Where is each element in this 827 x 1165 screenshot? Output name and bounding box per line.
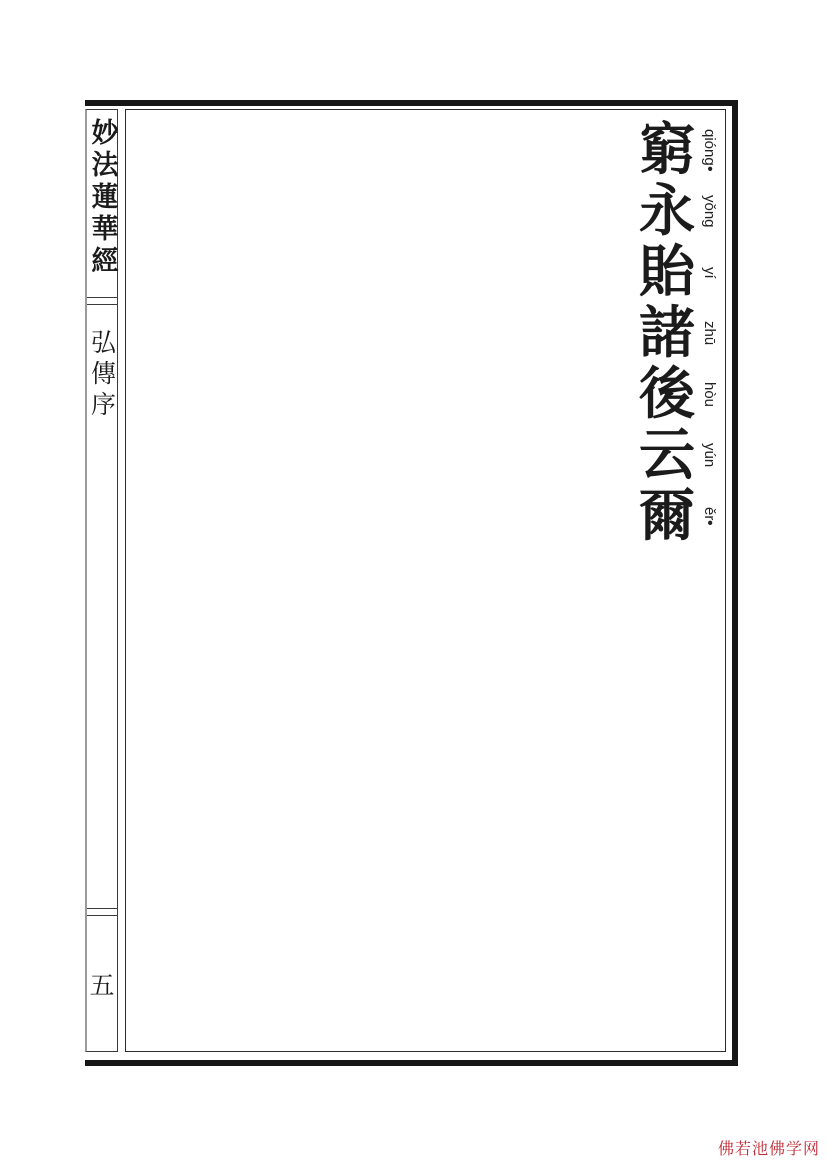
vertical-text-column — [638, 117, 722, 549]
site-watermark: 佛若池佛学网 — [717, 1139, 820, 1158]
big-character: 諸 — [639, 300, 695, 366]
char-row — [638, 422, 722, 488]
pinyin-text: zhū — [701, 321, 718, 346]
pinyin-text: ěr — [701, 507, 718, 521]
pinyin-label — [696, 242, 722, 303]
pinyin-text: yí — [701, 266, 718, 279]
punctuation-dot: • — [701, 520, 718, 526]
pinyin-label — [696, 364, 722, 425]
big-character: 貽 — [639, 239, 695, 305]
pinyin-label — [696, 303, 722, 364]
pinyin-label — [696, 120, 722, 181]
big-character: 永 — [639, 178, 695, 244]
folio-number: 五 — [89, 970, 115, 1000]
main-text-panel — [125, 109, 726, 1052]
char-row — [638, 239, 722, 305]
book-title-vertical: 妙法蓮華經 — [86, 118, 118, 278]
pinyin-text: yǒng — [701, 195, 718, 228]
big-character: 云 — [639, 422, 695, 488]
char-row — [638, 117, 722, 183]
punctuation-dot: • — [701, 166, 718, 172]
sidebar-divider — [87, 908, 117, 916]
char-row — [638, 361, 722, 427]
pinyin-text: hòu — [701, 381, 718, 408]
pinyin-label — [696, 486, 722, 547]
chapter-label-vertical: 弘傳序 — [87, 329, 117, 422]
pinyin-label — [696, 425, 722, 486]
pinyin-label — [696, 181, 722, 242]
char-row — [638, 178, 722, 244]
big-character: 後 — [639, 361, 695, 427]
big-character: 爾 — [639, 483, 695, 549]
sidebar-divider — [87, 297, 117, 305]
sidebar — [85, 109, 118, 1052]
char-row — [638, 483, 722, 549]
big-character: 窮 — [639, 117, 695, 183]
pinyin-text: qióng — [701, 129, 718, 167]
char-row — [638, 300, 722, 366]
page-frame — [85, 100, 738, 1066]
pinyin-text: yún — [701, 443, 718, 468]
